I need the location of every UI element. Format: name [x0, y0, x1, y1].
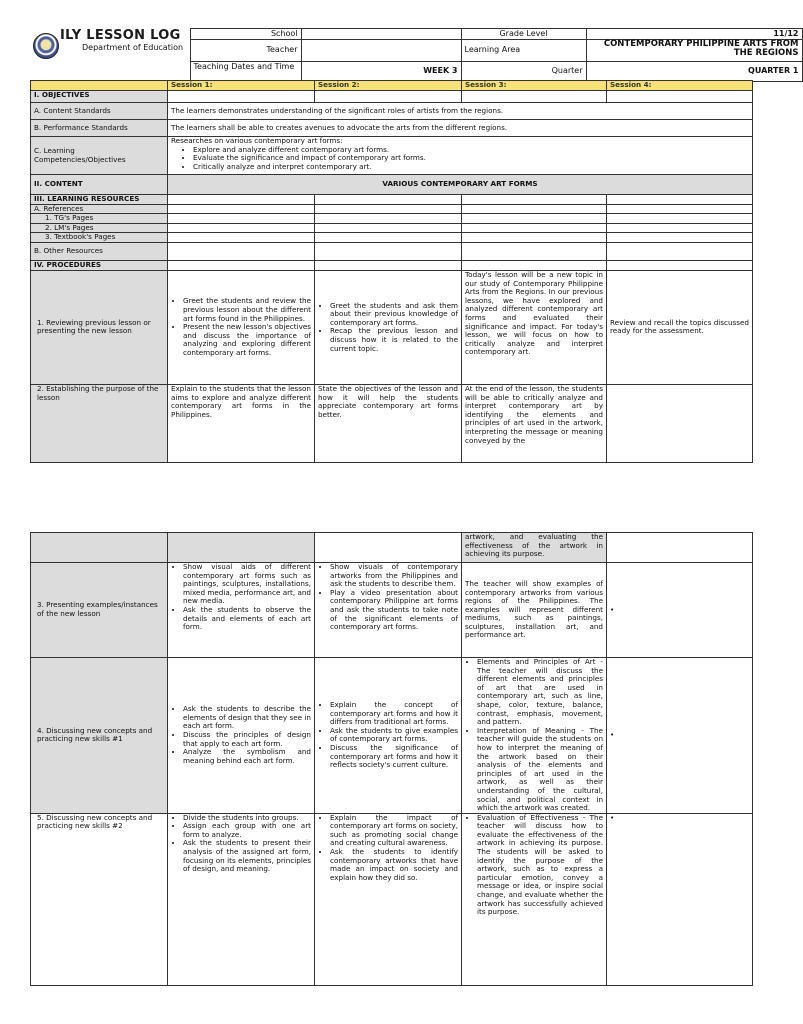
grade-level-label: Grade Level [461, 29, 586, 40]
list-item: • Elements and Principles of Art - The teacher will discuss the different elements and principles of art that are used in contemporary art, such as line, shape, color, texture, balance, contrast, emphasis, movement, and pattern. [477, 658, 603, 727]
other-resources-label: B. Other Resources [31, 242, 168, 260]
dates-label: Teaching Dates and Time [190, 61, 301, 81]
procedure-3-session-3: The teacher will show examples of contemporary artworks from various regions of the Philippines. The examples will represent different mediums, such as paintings, sculptures, installation art, and performance art. [462, 563, 607, 658]
list-item: • Discuss the significance of contemporary art forms and how it reflects society's current culture. [330, 744, 458, 770]
textbook-pages-label: 3. Textbook's Pages [31, 233, 168, 243]
procedure-2-cont-session-2 [315, 533, 462, 563]
competencies-intro: Researches on various contemporary art forms: [171, 136, 343, 145]
list-item: • Ask the students to describe the elements of design that they see in each art form. [183, 705, 311, 731]
procedure-5-session-4: • [607, 813, 753, 985]
procedure-4-session-1 [168, 658, 315, 814]
procedure-1-session-3: Today's lesson will be a new topic in our study of Contemporary Philippine Arts from the Regions. In our previous lessons, we have explored and analyzed different contemporary art forms and evaluated their significance and impact. For today's lesson, we will focus on how to critically analyze and interpret contemporary art. [462, 270, 607, 384]
competency-item: • Explore and analyze different contemporary art forms. [193, 146, 749, 155]
procedures-heading: IV. PROCEDURES [31, 260, 168, 270]
procedure-2-cont-session-3: artwork, and evaluating the effectiveness of the artwork in achieving its purpose. [462, 533, 607, 563]
content-heading: II. CONTENT [31, 175, 168, 195]
session-2-header: Session 2: [315, 81, 462, 91]
procedure-5-session-3 [462, 813, 607, 985]
procedure-1-session-4: Review and recall the topics discussed ready for the assessment. [607, 270, 753, 384]
list-item: • Evaluation of Effectiveness - The teacher will discuss how to evaluate the effectiveness of the artwork in achieving its purpose. The students will be asked to identify the purpose of the artwork, such as to express a particular emotion, convey a message or idea, or inspire social change, and evaluate whether the artwork has successfully achieved its purpose. [477, 814, 603, 917]
list-item: • Explain the impact of contemporary art forms on society, such as promoting social change and creating cultural awareness. [330, 814, 458, 848]
content-standards-label: A. Content Standards [31, 103, 168, 120]
department-name: Department of Education [82, 42, 184, 52]
competency-item: • Critically analyze and interpret contemporary art. [193, 163, 749, 172]
procedure-2-cont-session-4 [607, 533, 753, 563]
session-header-blank [31, 81, 168, 91]
learning-area-label: Learning Area [461, 39, 586, 61]
list-item: • Show visual aids of different contemporary art forms such as paintings, sculptures, installations, mixed media, performance art, and new media. [183, 563, 311, 606]
lesson-log-table-page2 [30, 532, 753, 986]
performance-standards-label: B. Performance Standards [31, 120, 168, 137]
procedure-3-session-2 [315, 563, 462, 658]
procedure-3-session-4: • [607, 563, 753, 658]
procedure-3-session-1 [168, 563, 315, 658]
procedure-5-session-2 [315, 813, 462, 985]
list-item: • Ask the students to observe the details and elements of each art form. [183, 606, 311, 632]
procedure-2-session-3: At the end of the lesson, the students will be able to critically analyze and interpret contemporary art by identifying the elements and principles of art used in the artwork, interpreting the message or meaning conveyed by the [462, 384, 607, 462]
list-item: • Present the new lesson's objectives and discuss the importance of analyzing and exploring different contemporary art forms. [183, 323, 311, 357]
list-item: • Show visuals of contemporary artworks from the Philippines and ask the students to describe them. [330, 563, 458, 589]
teacher-label: Teacher [190, 39, 301, 61]
school-label: School [190, 29, 301, 40]
lm-pages-label: 2. LM's Pages [31, 223, 168, 233]
list-item: • Recap the previous lesson and discuss how it is related to the current topic. [330, 327, 458, 353]
teacher-value [301, 39, 461, 61]
performance-standards-text: The learners shall be able to creates avenues to advocate the arts from the different regions. [168, 120, 753, 137]
content-topic: VARIOUS CONTEMPORARY ART FORMS [168, 175, 753, 195]
procedure-4-label: 4. Discussing new concepts and practicing new skills #1 [31, 658, 168, 814]
lesson-log-table-page1 [30, 80, 753, 463]
deped-seal-icon [33, 33, 59, 59]
list-item: • Play a video presentation about contemporary Philippine art forms and ask the students to take note of the significant elements of contemporary art forms. [330, 589, 458, 632]
procedure-2-cont-session-1 [168, 533, 315, 563]
competencies-label: C. Learning Competencies/Objectives [31, 137, 168, 175]
session-1-header: Session 1: [168, 81, 315, 91]
procedure-2-label: 2. Establishing the purpose of the lesson [31, 384, 168, 462]
list-item: • Ask the students to identify contemporary artworks that have made an impact on society and explain how they did so. [330, 848, 458, 882]
list-item: • Greet the students and ask them about their previous knowledge of contemporary art forms. [330, 302, 458, 328]
list-item: • Analyze the symbolism and meaning behind each art form. [183, 748, 311, 765]
list-item: • Discuss the principles of design that apply to each art form. [183, 731, 311, 748]
lesson-log-header [30, 28, 803, 82]
list-item: • Greet the students and review the previous lesson about the different art forms found in the Philippines. [183, 297, 311, 323]
content-standards-text: The learners demonstrates understanding of the significant roles of artists from the regions. [168, 103, 753, 120]
session-3-header: Session 3: [462, 81, 607, 91]
procedure-4-session-2 [315, 658, 462, 814]
list-item: • Ask the students to present their analysis of the assigned art form, focusing on its elements, principles of design, and meaning. [183, 839, 311, 873]
competency-item: • Evaluate the significance and impact of contemporary art forms. [193, 154, 749, 163]
list-item: • Ask the students to give examples of contemporary art forms. [330, 727, 458, 744]
list-item: • Assign each group with one art form to analyze. [183, 822, 311, 839]
procedure-2-cont-label [31, 533, 168, 563]
session-4-header: Session 4: [607, 81, 753, 91]
procedure-2-session-1: Explain to the students that the lesson aims to explore and analyze different contemporary art forms in the Philippines. [168, 384, 315, 462]
quarter-value: QUARTER 1 [586, 61, 802, 81]
quarter-label: Quarter [461, 61, 586, 81]
procedure-5-session-1 [168, 813, 315, 985]
procedure-3-label: 3. Presenting examples/instances of the new lesson [31, 563, 168, 658]
procedure-2-session-2: State the objectives of the lesson and how it will help the students appreciate contemporary art forms better. [315, 384, 462, 462]
procedure-1-label: 1. Reviewing previous lesson or presenting the new lesson [31, 270, 168, 384]
procedure-2-session-4 [607, 384, 753, 462]
procedure-4-session-4: • [607, 658, 753, 814]
grade-level-value: 11/12 [586, 29, 802, 40]
header-logo-area [30, 29, 190, 62]
list-item: • Interpretation of Meaning - The teacher will guide the students on how to interpret the meaning of the artwork based on their analysis of the elements and principles of art used in the artwork, as well as their understanding of the cultural, social, and political context in which the artwork was created. [477, 727, 603, 813]
procedure-1-session-1 [168, 270, 315, 384]
procedure-4-session-3 [462, 658, 607, 814]
procedure-5-label: 5. Discussing new concepts and practicing new skills #2 [31, 813, 168, 985]
school-value [301, 29, 461, 40]
objectives-heading: I. OBJECTIVES [31, 91, 168, 103]
list-item: • Divide the students into groups. [183, 814, 311, 823]
procedure-1-session-2 [315, 270, 462, 384]
learning-area-value: CONTEMPORARY PHILIPPINE ARTS FROM THE REGIONS [586, 39, 802, 61]
competencies-cell [168, 137, 753, 175]
list-item: • Explain the concept of contemporary art forms and how it differs from traditional art forms. [330, 701, 458, 727]
tg-pages-label: 1. TG's Pages [31, 214, 168, 224]
week-value: WEEK 3 [301, 61, 461, 81]
page-title: ILY LESSON LOG [60, 27, 181, 43]
resources-heading: III. LEARNING RESOURCES [31, 195, 168, 205]
references-label: A. References [31, 204, 168, 214]
